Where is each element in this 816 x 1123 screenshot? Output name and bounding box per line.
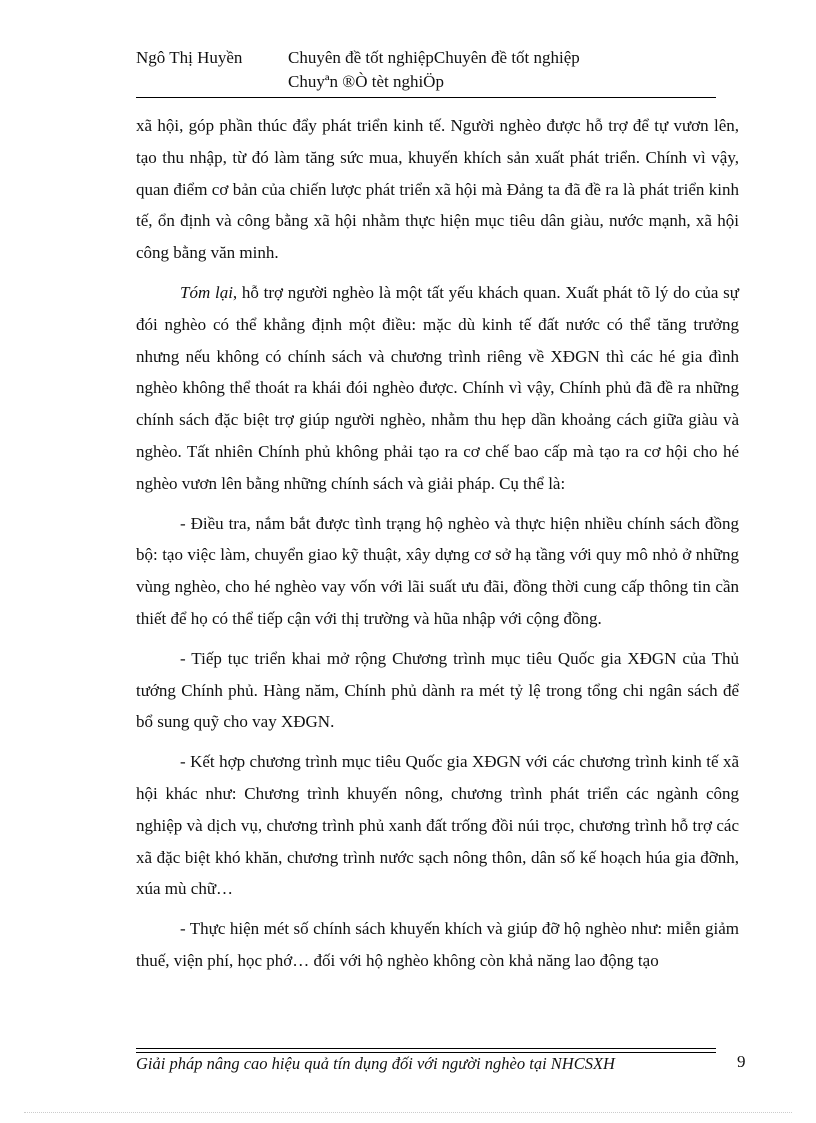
paragraph-5: - Kết hợp chương trình mục tiêu Quốc gia XĐGN với các chương trình kinh tế xã hội khác như: Chương trình khuyến nông, chương trình phát triển các ngành công nghiệp và dịch vụ, chương trình phủ xanh đất trống đồi núi trọc, chương trình hỗ trợ các xã đặc biệt khó khăn, chương trình nước sạch nông thôn, dân số kế hoạch húa gia đỡnh, xúa mù chữ… <box>136 752 739 899</box>
header-divider <box>136 97 716 98</box>
document-body <box>136 110 739 977</box>
page-number: 9 <box>737 1052 746 1071</box>
footer-divider-bottom <box>136 1052 716 1053</box>
paragraph-3: - Điều tra, nắm bắt được tình trạng hộ nghèo và thực hiện nhiều chính sách đồng bộ: tạo việc làm, chuyển giao kỹ thuật, xây dựng cơ sở hạ tầng với quy mô nhỏ ở những vùng nghèo, cho hé nghèo vay vốn với lãi suất ưu đãi, đồng thời cung cấp thông tin cần thiết để họ có thể tiếp cận với thị trường và hũa nhập với cộng đồng. <box>136 513 739 628</box>
paragraph-1: xã hội, góp phần thúc đẩy phát triển kinh tế. Người nghèo được hỗ trợ để tự vươn lên, tạo thu nhập, từ đó làm tăng sức mua, khuyến khích sản xuất phát triển. Chính vì vậy, quan điểm cơ bản của chiến lược phát triển xã hội mà Đảng ta đã đề ra là phát triển kinh tế, ổn định và công bằng xã hội nhằm thực hiện mục tiêu dân giàu, nước mạnh, xã hội công bằng văn minh. <box>136 116 739 263</box>
footer-title: Giải pháp nâng cao hiệu quả tín dụng đối với người nghèo tại NHCSXH <box>136 1054 615 1073</box>
paragraph-4: - Tiếp tục triển khai mở rộng Chương trình mục tiêu Quốc gia XĐGN của Thủ tướng Chính phủ. Hàng năm, Chính phủ dành ra mét tỷ lệ trong tổng chi ngân sách để bổ sung quỹ cho vay XĐGN. <box>136 648 739 732</box>
paragraph-2-lead: Tóm lại <box>180 282 233 302</box>
header-title-line-2: Chuyªn ®Ò tèt nghiÖp <box>288 72 444 91</box>
page-header <box>136 48 726 98</box>
author-name: Ngô Thị Huyền <box>136 48 243 67</box>
page-edge-divider <box>24 1112 792 1113</box>
footer-divider-top <box>136 1048 716 1049</box>
paragraph-2 <box>136 277 739 500</box>
header-title-line-1: Chuyên đề tốt nghiệpChuyên đề tốt nghiệp <box>288 48 580 67</box>
paragraph-6: - Thực hiện mét số chính sách khuyến khích và giúp đỡ hộ nghèo như: miễn giảm thuế, viện phí, học phớ… đối với hộ nghèo không còn khả năng lao động tạo <box>136 919 739 970</box>
paragraph-2-text: , hỗ trợ người nghèo là một tất yếu khách quan. Xuất phát tõ lý do của sự đói nghèo có thể khẳng định một điều: mặc dù kinh tế đất nước có thể tăng trưởng nhưng nếu không có chính sách và chương trình riêng về XĐGN thì các hé gia đình nghèo không thể thoát ra khái đói nghèo được. Chính vì vậy, Chính phủ đã đề ra những chính sách đặc biệt trợ giúp người nghèo, nhằm thu hẹp dần khoảng cách giữa giàu và nghèo. Tất nhiên Chính phủ không phải tạo ra cơ chế bao cấp mà tạo ra cơ hội cho hé nghèo vươn lên bằng những chính sách và giải pháp. Cụ thể là: <box>136 282 739 493</box>
